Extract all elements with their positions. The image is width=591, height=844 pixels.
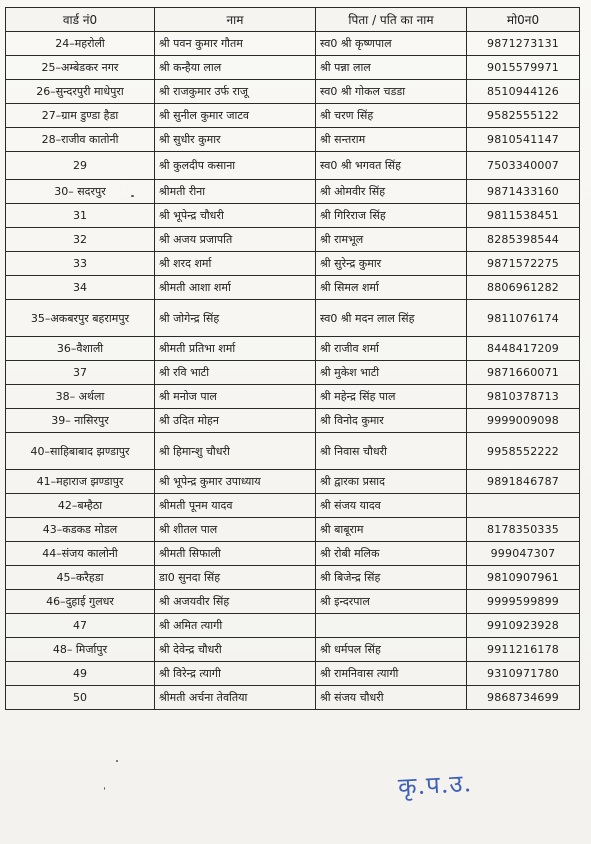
ward-cell: 27–ग्राम डुण्डा हैडा <box>6 104 155 128</box>
father-name-cell: श्री सन्तराम <box>316 128 467 152</box>
name-cell: श्री अजय प्रजापति <box>155 228 316 252</box>
ward-cell: 37 <box>6 361 155 385</box>
ward-cell: 42–बम्हैठा <box>6 494 155 518</box>
father-name-cell: श्री गिरिराज सिंह <box>316 204 467 228</box>
table-row <box>6 614 580 638</box>
father-name-cell: श्री रामभूल <box>316 228 467 252</box>
father-name-cell <box>316 614 467 638</box>
header-mobile: मो0न0 <box>467 8 580 32</box>
father-name-cell: स्व0 श्री भगवत सिंह <box>316 152 467 180</box>
mobile-cell: 8178350335 <box>467 518 580 542</box>
table-body <box>6 32 580 710</box>
father-name-cell: श्री चरण सिंह <box>316 104 467 128</box>
ward-cell: 38– अर्थला <box>6 385 155 409</box>
name-cell: श्रीमती अर्चना तेवतिया <box>155 686 316 710</box>
name-cell: श्री मनोज पाल <box>155 385 316 409</box>
father-name-cell: श्री बिजेन्द्र सिंह <box>316 566 467 590</box>
father-name-cell: श्री पन्ना लाल <box>316 56 467 80</box>
mobile-cell: 9310971780 <box>467 662 580 686</box>
mobile-cell: 9871660071 <box>467 361 580 385</box>
mobile-cell: 9911216178 <box>467 638 580 662</box>
ward-cell: 48– मिर्जापुर <box>6 638 155 662</box>
name-cell: श्री जोगेन्द्र सिंह <box>155 300 316 337</box>
ward-cell: 33 <box>6 252 155 276</box>
name-cell: श्री हिमान्शु चौधरी <box>155 433 316 470</box>
name-cell: श्रीमती रीना <box>155 180 316 204</box>
table-row <box>6 228 580 252</box>
table-row <box>6 180 580 204</box>
table-row <box>6 542 580 566</box>
name-cell: श्री विरेन्द्र त्यागी <box>155 662 316 686</box>
ward-cell: 50 <box>6 686 155 710</box>
father-name-cell: श्री राजीव शर्मा <box>316 337 467 361</box>
ward-cell: 28–राजीव कातोनी <box>6 128 155 152</box>
paper-speck <box>116 760 118 762</box>
table-row <box>6 128 580 152</box>
paper-speck <box>104 787 105 790</box>
father-name-cell: स्व0 श्री मदन लाल सिंह <box>316 300 467 337</box>
mobile-cell <box>467 494 580 518</box>
father-name-cell: स्व0 श्री कृष्णपाल <box>316 32 467 56</box>
table-row <box>6 518 580 542</box>
father-name-cell: श्री महेन्द्र सिंह पाल <box>316 385 467 409</box>
mobile-cell: 9811538451 <box>467 204 580 228</box>
table-row <box>6 300 580 337</box>
name-cell: श्री भूपेन्द्र कुमार उपाध्याय <box>155 470 316 494</box>
table-header-row <box>6 8 580 32</box>
header-name: नाम <box>155 8 316 32</box>
ward-cell: 45–करैहडा <box>6 566 155 590</box>
name-cell: श्री कुलदीप कसाना <box>155 152 316 180</box>
ward-cell: 49 <box>6 662 155 686</box>
father-name-cell: श्री मुकेश भाटी <box>316 361 467 385</box>
name-cell: श्रीमती आशा शर्मा <box>155 276 316 300</box>
ward-cell: 39– नासिरपुर <box>6 409 155 433</box>
mobile-cell: 999047307 <box>467 542 580 566</box>
name-cell: श्री शरद शर्मा <box>155 252 316 276</box>
table-row <box>6 204 580 228</box>
table-row <box>6 590 580 614</box>
mobile-cell: 8448417209 <box>467 337 580 361</box>
name-cell: श्री अमित त्यागी <box>155 614 316 638</box>
handwritten-note: कृ.प.उ. <box>397 769 473 801</box>
table-row <box>6 32 580 56</box>
table-row <box>6 409 580 433</box>
table-row <box>6 638 580 662</box>
father-name-cell: श्री बाबूराम <box>316 518 467 542</box>
mobile-cell: 9871572275 <box>467 252 580 276</box>
name-cell: श्री भूपेन्द्र चौधरी <box>155 204 316 228</box>
father-name-cell: श्री ओमवीर सिंह <box>316 180 467 204</box>
table-row <box>6 385 580 409</box>
mobile-cell: 7503340007 <box>467 152 580 180</box>
table-row <box>6 361 580 385</box>
mobile-cell: 9868734699 <box>467 686 580 710</box>
ward-cell: 29 <box>6 152 155 180</box>
father-name-cell: श्री रामनिवास त्यागी <box>316 662 467 686</box>
ward-cell: 47 <box>6 614 155 638</box>
mobile-cell: 9810378713 <box>467 385 580 409</box>
ward-roster-table <box>5 7 580 710</box>
ward-cell: 24–महरोली <box>6 32 155 56</box>
ward-cell: 32 <box>6 228 155 252</box>
table-row <box>6 152 580 180</box>
father-name-cell: श्री द्वारका प्रसाद <box>316 470 467 494</box>
father-name-cell: श्री इन्दरपाल <box>316 590 467 614</box>
father-name-cell: श्री सिमल शर्मा <box>316 276 467 300</box>
name-cell: श्री उदित मोहन <box>155 409 316 433</box>
name-cell: डा0 सुनदा सिंह <box>155 566 316 590</box>
table-row <box>6 494 580 518</box>
father-name-cell: स्व0 श्री गोकल चडडा <box>316 80 467 104</box>
ward-cell: 44–संजय कालोनी <box>6 542 155 566</box>
ward-cell: 25–अम्बेडकर नगर <box>6 56 155 80</box>
name-cell: श्रीमती प्रतिभा शर्मा <box>155 337 316 361</box>
father-name-cell: श्री रोबी मलिक <box>316 542 467 566</box>
mobile-cell: 8806961282 <box>467 276 580 300</box>
ward-cell: 26–सुन्दरपुरी माधेपुरा <box>6 80 155 104</box>
name-cell: श्री सुनील कुमार जाटव <box>155 104 316 128</box>
ward-cell: 36–वैशाली <box>6 337 155 361</box>
father-name-cell: श्री संजय चौधरी <box>316 686 467 710</box>
table-row <box>6 337 580 361</box>
table-row <box>6 252 580 276</box>
table-row <box>6 470 580 494</box>
ward-cell: 34 <box>6 276 155 300</box>
father-name-cell: श्री निवास चौधरी <box>316 433 467 470</box>
name-cell: श्रीमती पूनम यादव <box>155 494 316 518</box>
name-cell: श्री शीतल पाल <box>155 518 316 542</box>
header-father-name: पिता / पति का नाम <box>316 8 467 32</box>
mobile-cell: 8510944126 <box>467 80 580 104</box>
father-name-cell: श्री धर्मपल सिंह <box>316 638 467 662</box>
mobile-cell: 9810907961 <box>467 566 580 590</box>
ward-cell: 31 <box>6 204 155 228</box>
table-row <box>6 662 580 686</box>
name-cell: श्री रवि भाटी <box>155 361 316 385</box>
mobile-cell: 9958552222 <box>467 433 580 470</box>
paper-speck <box>131 195 134 197</box>
header-ward: वार्ड नं0 <box>6 8 155 32</box>
father-name-cell: श्री विनोद कुमार <box>316 409 467 433</box>
mobile-cell: 9015579971 <box>467 56 580 80</box>
name-cell: श्रीमती सिफाली <box>155 542 316 566</box>
mobile-cell: 9810541147 <box>467 128 580 152</box>
name-cell: श्री सुधीर कुमार <box>155 128 316 152</box>
mobile-cell: 9871433160 <box>467 180 580 204</box>
name-cell: श्री अजयवीर सिंह <box>155 590 316 614</box>
ward-cell: 46–दुहाई गुलधर <box>6 590 155 614</box>
table-row <box>6 56 580 80</box>
table-row <box>6 433 580 470</box>
table-row <box>6 80 580 104</box>
mobile-cell: 9871273131 <box>467 32 580 56</box>
father-name-cell: श्री संजय यादव <box>316 494 467 518</box>
name-cell: श्री कन्हैया लाल <box>155 56 316 80</box>
ward-cell: 35–अकबरपुर बहरामपुर <box>6 300 155 337</box>
mobile-cell: 9910923928 <box>467 614 580 638</box>
table-row <box>6 104 580 128</box>
table-row <box>6 566 580 590</box>
name-cell: श्री देवेन्द्र चौधरी <box>155 638 316 662</box>
father-name-cell: श्री सुरेन्द्र कुमार <box>316 252 467 276</box>
ward-cell: 40–साहिबाबाद झण्डापुर <box>6 433 155 470</box>
mobile-cell: 9999599899 <box>467 590 580 614</box>
ward-cell: 30– सदरपुर <box>6 180 155 204</box>
mobile-cell: 9582555122 <box>467 104 580 128</box>
ward-cell: 43–कडकड मोडल <box>6 518 155 542</box>
table-row <box>6 276 580 300</box>
ward-cell: 41–महाराज झण्डापुर <box>6 470 155 494</box>
mobile-cell: 9811076174 <box>467 300 580 337</box>
table-row <box>6 686 580 710</box>
mobile-cell: 9891846787 <box>467 470 580 494</box>
name-cell: श्री पवन कुमार गौतम <box>155 32 316 56</box>
mobile-cell: 8285398544 <box>467 228 580 252</box>
mobile-cell: 9999009098 <box>467 409 580 433</box>
name-cell: श्री राजकुमार उर्फ राजू <box>155 80 316 104</box>
